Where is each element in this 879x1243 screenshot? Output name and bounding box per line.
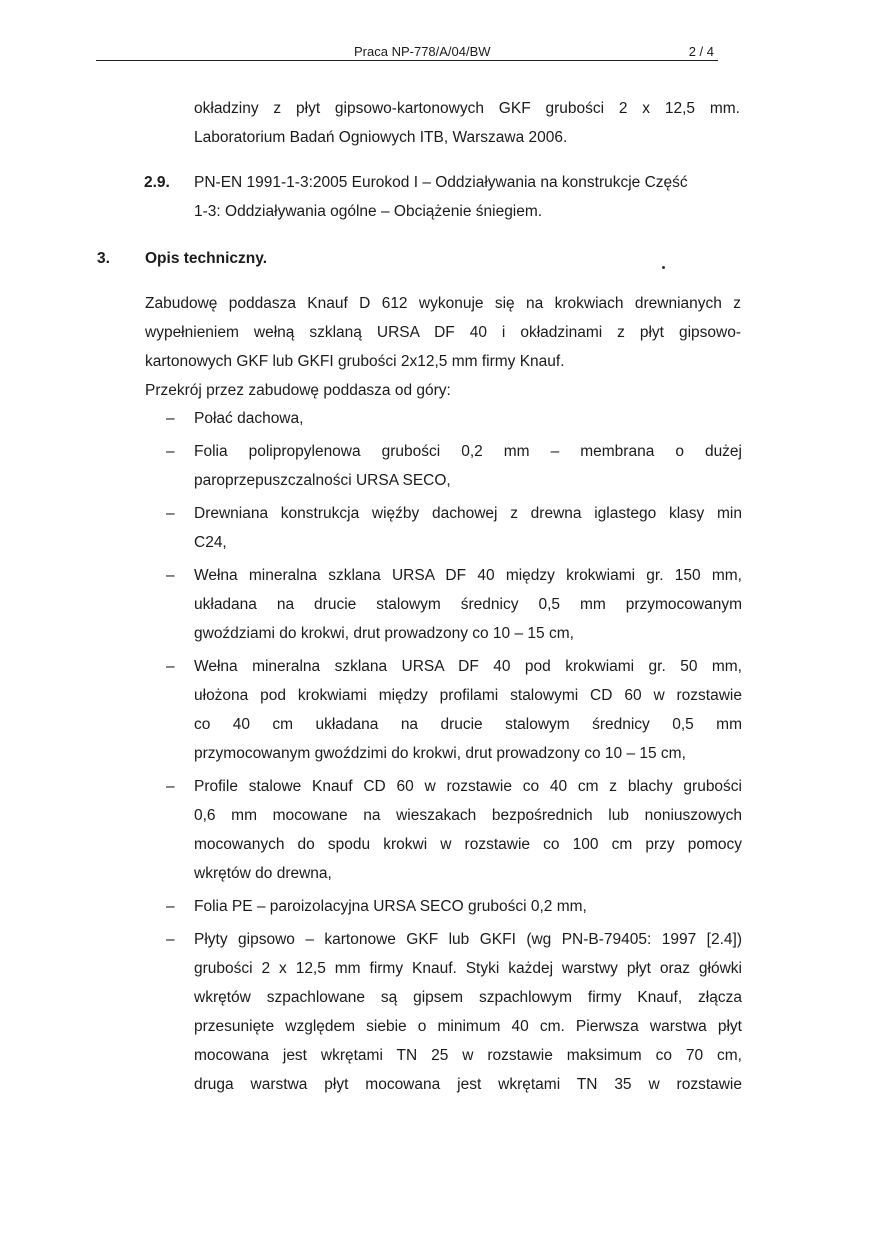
list-item-line: mocowanych do spodu krokwi w rozstawie co 100 cm przy pomocy: [194, 836, 742, 853]
section-3-number: 3.: [97, 250, 110, 267]
intro-line-3: kartonowych GKF lub GKFI grubości 2x12,5 mm firmy Knauf.: [145, 353, 565, 370]
reference-2-9-line-2: 1-3: Oddziaływania ogólne – Obciążenie śniegiem.: [194, 203, 543, 220]
page-header: [96, 44, 718, 61]
list-item-line: przesunięte względem siebie o minimum 40 cm. Pierwsza warstwa płyt: [194, 1018, 742, 1035]
bullet-dash: –: [166, 658, 175, 675]
list-item-line: 0,6 mm mocowane na wieszakach bezpośrednich lub noniuszowych: [194, 807, 742, 824]
list-item-line: wkrętów szpachlowane są gipsem szpachlowym firmy Knauf, złącza: [194, 989, 742, 1006]
list-item-line: co 40 cm układana na drucie stalowym średnicy 0,5 mm: [194, 716, 742, 733]
list-item-line: gwoździami do krokwi, drut prowadzony co 10 – 15 cm,: [194, 625, 574, 642]
reference-continuation-line-1: okładziny z płyt gipsowo-kartonowych GKF grubości 2 x 12,5 mm.: [194, 100, 740, 117]
header-page-number: 2 / 4: [688, 44, 714, 59]
list-item-line: Profile stalowe Knauf CD 60 w rozstawie co 40 cm z blachy grubości: [194, 778, 742, 795]
bullet-dash: –: [166, 443, 175, 460]
bullet-dash: –: [166, 778, 175, 795]
list-item-line: przymocowanym gwoździmi do krokwi, drut prowadzony co 10 – 15 cm,: [194, 745, 686, 762]
reference-continuation-line-2: Laboratorium Badań Ogniowych ITB, Warszawa 2006.: [194, 129, 568, 146]
bullet-dash: –: [166, 931, 175, 948]
list-item-line: grubości 2 x 12,5 mm firmy Knauf. Styki każdej warstwy płyt oraz główki: [194, 960, 742, 977]
list-item-line: Wełna mineralna szklana URSA DF 40 między krokwiami gr. 150 mm,: [194, 567, 742, 584]
header-title: Praca NP-778/A/04/BW: [354, 44, 491, 59]
list-item-line: Płyty gipsowo – kartonowe GKF lub GKFI (wg PN-B-79405: 1997 [2.4]): [194, 931, 742, 948]
list-item-line: mocowana jest wkrętami TN 25 w rozstawie maksimum co 70 cm,: [194, 1047, 742, 1064]
scan-speck: [662, 266, 665, 269]
section-3-title: Opis techniczny.: [145, 250, 268, 267]
list-item-line: Folia polipropylenowa grubości 0,2 mm – membrana o dużej: [194, 443, 742, 460]
list-item-line: układana na drucie stalowym średnicy 0,5 mm przymocowanym: [194, 596, 742, 613]
list-item-line: Drewniana konstrukcja więźby dachowej z drewna iglastego klasy min: [194, 505, 742, 522]
intro-line-1: Zabudowę poddasza Knauf D 612 wykonuje się na krokwiach drewnianych z: [145, 295, 741, 312]
intro-line-4: Przekrój przez zabudowę poddasza od góry:: [145, 382, 451, 399]
list-item-line: druga warstwa płyt mocowana jest wkrętami TN 35 w rozstawie: [194, 1076, 742, 1093]
bullet-dash: –: [166, 505, 175, 522]
list-item-line: Połać dachowa,: [194, 410, 304, 427]
list-item-line: ułożona pod krokwiami między profilami stalowymi CD 60 w rozstawie: [194, 687, 742, 704]
bullet-dash: –: [166, 567, 175, 584]
list-item-line: Folia PE – paroizolacyjna URSA SECO grubości 0,2 mm,: [194, 898, 587, 915]
reference-2-9-number: 2.9.: [144, 174, 170, 191]
list-item-line: paroprzepuszczalności URSA SECO,: [194, 472, 451, 489]
bullet-dash: –: [166, 898, 175, 915]
bullet-dash: –: [166, 410, 175, 427]
reference-2-9-line-1: PN-EN 1991-1-3:2005 Eurokod I – Oddziaływania na konstrukcje Część: [194, 174, 688, 191]
list-item-line: wkrętów do drewna,: [194, 865, 332, 882]
intro-line-2: wypełnieniem wełną szklaną URSA DF 40 i okładzinami z płyt gipsowo-: [145, 324, 741, 341]
list-item-line: C24,: [194, 534, 227, 551]
list-item-line: Wełna mineralna szklana URSA DF 40 pod krokwiami gr. 50 mm,: [194, 658, 742, 675]
